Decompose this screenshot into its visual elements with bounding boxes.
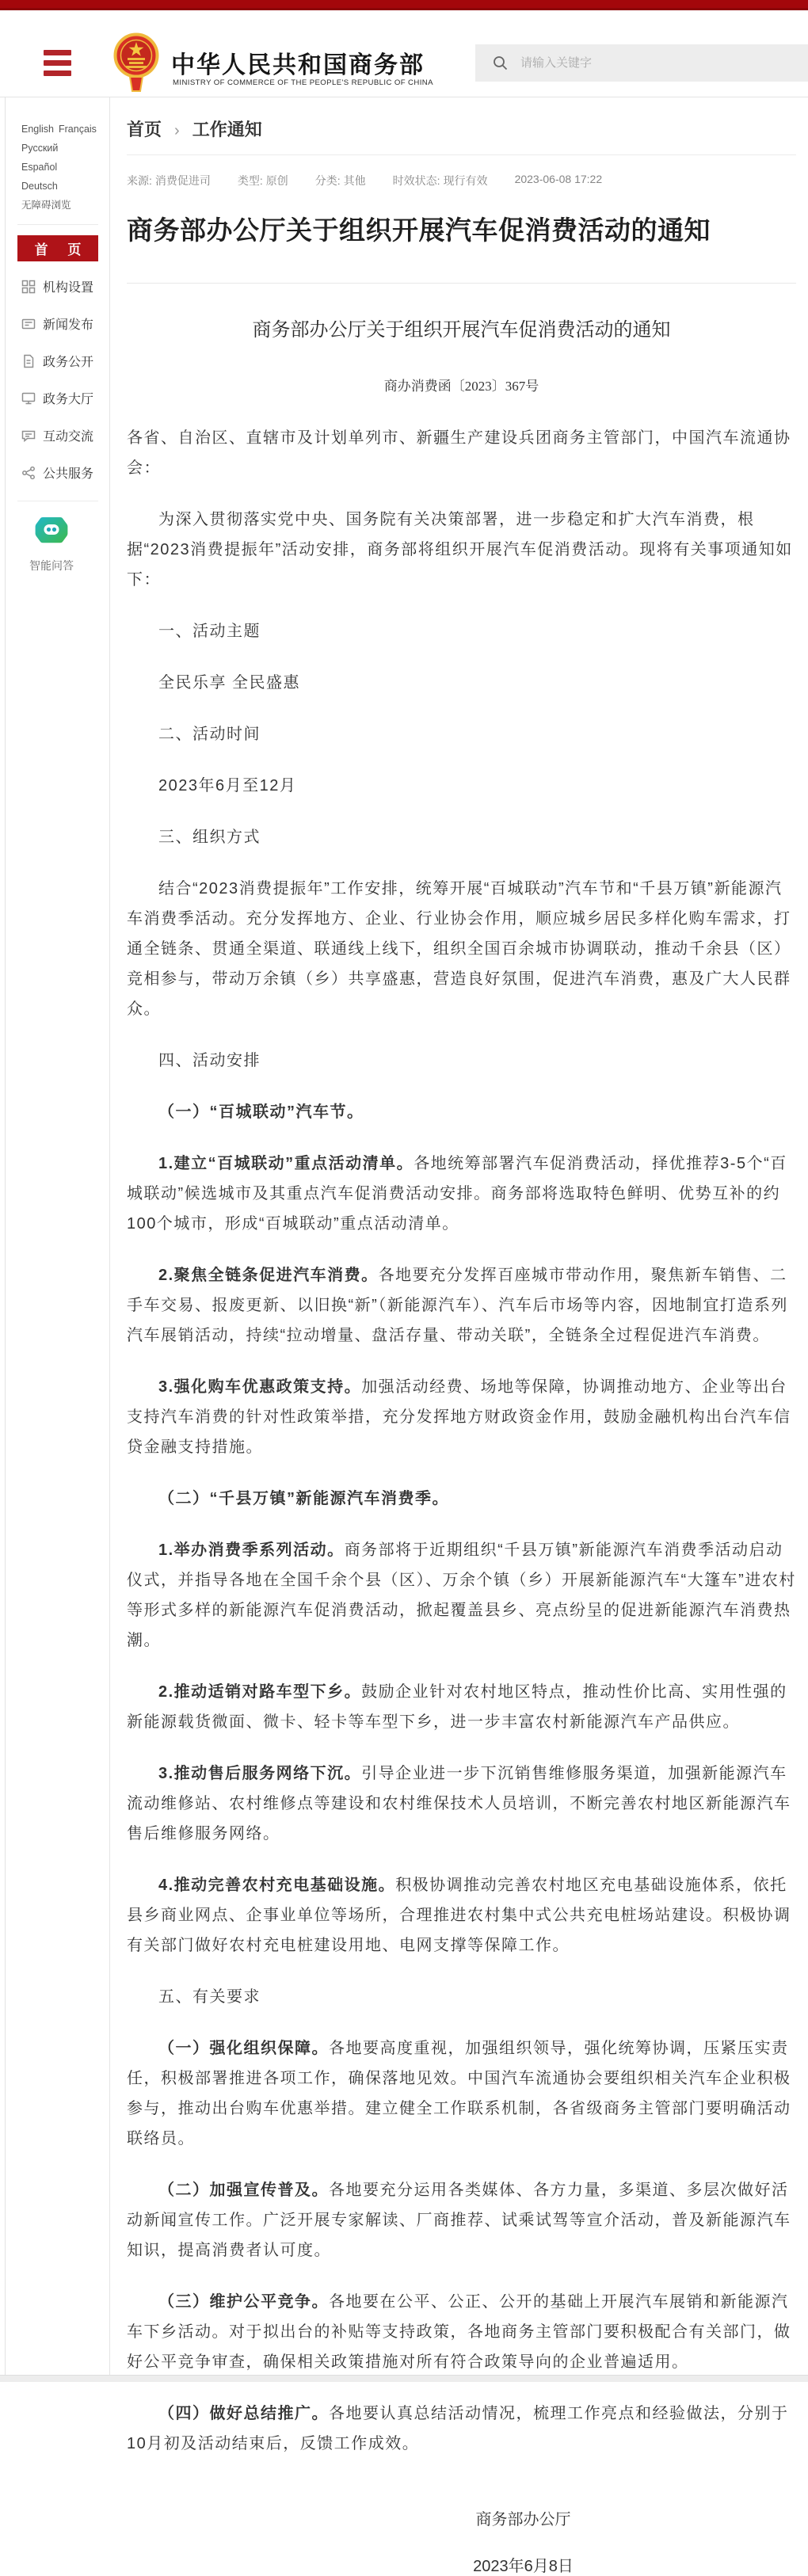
paragraph-lead: （二）“千县万镇”新能源汽车消费季。: [158, 1489, 449, 1507]
sidebar: [6, 97, 110, 2376]
language-link[interactable]: Español: [21, 162, 58, 173]
article-paragraph: [127, 719, 796, 749]
site-header: [0, 10, 808, 97]
robot-icon: [35, 534, 68, 547]
chevron-right-icon: ›: [174, 122, 180, 139]
smart-qa-label: 智能问答: [29, 559, 74, 572]
paragraph-text: 各地要高度重视，加强组织领导，强化统筹协调，压紧压实责任，积极部署推进各项工作，确保落地见效。中国汽车流通协会要组织相关汽车企业积极参与，推动出台购车优惠举措。建立健全工作联系机制，各省级商务主管部门要明确活动联络员。: [127, 2039, 791, 2147]
grid-icon: [21, 280, 36, 294]
article-paragraph: [127, 1260, 796, 1351]
article-paragraph: [127, 505, 796, 595]
sidebar-item-label: 政务公开: [43, 356, 94, 369]
paragraph-text: 结合“2023消费提振年”工作安排，统筹开展“百城联动”汽车节和“千县万镇”新能源汽车消费季活动。充分发挥地方、企业、行业协会作用，顺应城乡居民多样化购车需求，打通全链条、贯通全渠道、联通线上线下，组织全国百余城市协调联动，推动千余县（区）竞相参与，带动万余镇（乡）共享盛惠，营造良好氛围，促进汽车消费，惠及广大人民群众。: [127, 879, 791, 1018]
national-emblem-logo[interactable]: [113, 32, 159, 94]
paragraph-text: 为深入贯彻落实党中央、国务院有关决策部署，进一步稳定和扩大汽车消费，根据“2023消费提振年”活动安排，商务部将组织开展汽车促消费活动。现将有关事项通知如下：: [127, 510, 793, 589]
site-subtitle: MINISTRY OF COMMERCE OF THE PEOPLE'S REPUBLIC OF CHINA: [173, 78, 433, 87]
sidebar-item-label: 政务大厅: [43, 393, 94, 406]
main-content: [127, 97, 796, 2576]
paragraph-text: 鼓励企业针对农村地区特点，推动性价比高、实用性强的新能源载货微面、微卡、轻卡等车型下乡，进一步丰富农村新能源汽车产品供应。: [127, 1682, 787, 1731]
paragraph-lead: （一）“百城联动”汽车节。: [158, 1103, 364, 1121]
sidebar-menu-item[interactable]: [21, 417, 109, 454]
search-input[interactable]: [519, 55, 791, 70]
chat-icon: [21, 429, 36, 443]
news-icon: [21, 317, 36, 331]
sidebar-divider: [17, 224, 98, 225]
language-switcher: [21, 120, 102, 215]
meta-source: 来源: 消费促进司: [127, 174, 211, 187]
breadcrumb-home-link[interactable]: 首页: [127, 120, 162, 139]
language-link[interactable]: Deutsch: [21, 181, 58, 192]
signature: 商务部办公厅: [475, 2510, 571, 2528]
article-meta: [127, 173, 796, 189]
sidebar-item-home[interactable]: 首 页: [17, 235, 98, 261]
signature-date: 2023年6月8日: [473, 2557, 574, 2575]
document-title: 商务部办公厅关于组织开展汽车促消费活动的通知: [252, 319, 671, 341]
article-paragraph: [127, 2033, 796, 2154]
article-paragraph: [127, 1097, 796, 1127]
paragraph-text: 引导企业进一步下沉销售维修服务渠道，加强新能源汽车流动维修站、农村维修点等建设和农村维保技术人员培训，不断完善农村地区新能源汽车售后维修服务网络。: [127, 1764, 791, 1842]
breadcrumb-current-link[interactable]: 工作通知: [192, 120, 262, 139]
article-paragraph: [127, 668, 796, 698]
paragraph-lead: 3.强化购车优惠政策支持。: [158, 1378, 362, 1396]
paragraph-text: 各地统筹部署汽车促消费活动，择优推荐3-5个“百城联动”候选城市及其重点汽车促消费活动安排。商务部将选取特色鲜明、优势互补的约100个城市，形成“百城联动”重点活动清单。: [127, 1154, 787, 1233]
article-paragraph: [127, 423, 796, 483]
sidebar-item-label: 公共服务: [43, 467, 94, 481]
paragraph-text: 二、活动时间: [158, 725, 261, 743]
breadcrumb-divider: [127, 154, 796, 155]
site-title: 中华人民共和国商务部: [171, 52, 425, 78]
network-icon: [21, 466, 36, 480]
paragraph-lead: 1.建立“百城联动”重点活动清单。: [158, 1154, 414, 1172]
paragraph-lead: 3.推动售后服务网络下沉。: [158, 1764, 362, 1782]
meta-category: 分类: 其他: [314, 174, 366, 187]
sidebar-menu-item[interactable]: [21, 342, 109, 379]
article-paragraph: [127, 2175, 796, 2265]
paragraph-text: 各地要在公平、公正、公开的基础上开展汽车展销和新能源汽车下乡活动。对于拟出台的补贴等支持政策，各地商务主管部门要积极配合有关部门，做好公平竞争审查，确保相关政策措施对所有符合政策导向的企业普遍适用。: [127, 2292, 791, 2371]
title-divider: [127, 283, 796, 284]
paragraph-lead: （二）加强宣传普及。: [158, 2181, 329, 2199]
meta-timestamp: 2023-06-08 17:22: [514, 173, 603, 185]
article-paragraph: [127, 2287, 796, 2377]
language-link[interactable]: Русский: [21, 143, 59, 154]
paragraph-text: 三、组织方式: [158, 828, 261, 846]
paragraph-lead: 4.推动完善农村充电基础设施。: [158, 1876, 396, 1894]
article-paragraph: [127, 1677, 796, 1737]
language-link[interactable]: Français: [59, 124, 97, 135]
article-body: [127, 423, 796, 2459]
search-bar[interactable]: [475, 44, 808, 82]
meta-validity: 时效状态: 现行有效: [392, 174, 488, 187]
sidebar-item-label: 新闻发布: [43, 318, 94, 332]
paragraph-lead: 2.推动适销对路车型下乡。: [158, 1682, 362, 1701]
sidebar-menu-item[interactable]: [21, 379, 109, 417]
document-number: 商办消费函〔2023〕367号: [383, 378, 539, 394]
article-paragraph: [127, 1759, 796, 1849]
article-paragraph: [127, 1046, 796, 1076]
footer-edge: [0, 2375, 808, 2382]
top-red-bar: [0, 0, 808, 10]
paragraph-text: 商务部将于近期组织“千县万镇”新能源汽车消费季活动启动仪式，并指导各地在全国千余个县（区）、万余个镇（乡）开展新能源汽车“大篷车”进农村等形式多样的新能源汽车促消费活动，掀起覆盖县乡、亮点纷呈的促进新能源汽车消费热潮。: [127, 1541, 796, 1649]
paragraph-text: 各地要认真总结活动情况，梳理工作亮点和经验做法，分别于10月初及活动结束后，反馈工作成效。: [127, 2404, 789, 2452]
sidebar-menu: [21, 268, 109, 491]
sidebar-menu-item[interactable]: [21, 305, 109, 342]
paragraph-lead: （三）维护公平竞争。: [158, 2292, 329, 2311]
article-paragraph: [127, 874, 796, 1024]
sidebar-menu-item[interactable]: [21, 268, 109, 305]
meta-type: 类型: 原创: [237, 174, 288, 187]
paragraph-lead: 1.举办消费季系列活动。: [158, 1541, 345, 1559]
sidebar-menu-item[interactable]: [21, 454, 109, 491]
sidebar-item-label: 机构设置: [43, 281, 94, 295]
paragraph-text: 各地要充分发挥百座城市带动作用，聚焦新车销售、二手车交易、报废更新、以旧换“新”（新能源汽车）、汽车后市场等内容，因地制宜打造系列汽车展销活动，持续“拉动增量、盘活存量、带动关联”，全链条全过程促进汽车消费。: [127, 1266, 788, 1344]
article-paragraph: [127, 822, 796, 852]
paragraph-text: 2023年6月至12月: [158, 776, 297, 795]
article-paragraph: [127, 1372, 796, 1462]
paragraph-lead: （四）做好总结推广。: [158, 2404, 329, 2422]
article-paragraph: [127, 771, 796, 801]
article-paragraph: [127, 1982, 796, 2012]
article-paragraph: [127, 1484, 796, 1514]
hamburger-menu-icon[interactable]: [44, 50, 71, 76]
article-paragraph: [127, 1870, 796, 1961]
paragraph-text: 加强活动经费、场地等保障，协调推动地方、企业等出台支持汽车消费的针对性政策举措，充分发挥地方财政资金作用，鼓励金融机构出台汽车信贷金融支持措施。: [127, 1378, 791, 1456]
search-icon[interactable]: [493, 55, 508, 70]
paragraph-lead: 2.聚焦全链条促进汽车消费。: [158, 1266, 379, 1284]
paragraph-text: 全民乐享 全民盛惠: [158, 673, 301, 692]
article-paragraph: [127, 616, 796, 646]
doc-icon: [21, 354, 36, 368]
paragraph-text: 各地要充分运用各类媒体、各方力量，多渠道、多层次做好活动新闻宣传工作。广泛开展专家解读、厂商推荐、试乘试驾等宣介活动，普及新能源汽车知识，提高消费者认可度。: [127, 2181, 791, 2259]
paragraph-lead: （一）强化组织保障。: [158, 2039, 329, 2057]
language-link[interactable]: English: [21, 124, 54, 135]
sidebar-item-smart-qa[interactable]: [6, 516, 97, 574]
paragraph-text: 积极协调推动完善农村地区充电基础设施体系，依托县乡商业网点、企事业单位等场所，合理推进农村集中式公共充电桩场站建设。积极协调有关部门做好农村充电桩建设用地、电网支撑等保障工作。: [127, 1876, 791, 1954]
page-title: 商务部办公厅关于组织开展汽车促消费活动的通知: [127, 215, 711, 245]
sidebar-item-label: 互动交流: [43, 430, 94, 444]
paragraph-text: 各省、自治区、直辖市及计划单列市、新疆生产建设兵团商务主管部门，中国汽车流通协会：: [127, 429, 791, 477]
paragraph-text: 一、活动主题: [158, 622, 261, 640]
article-paragraph: [127, 2399, 796, 2459]
article-paragraph: [127, 1149, 796, 1239]
paragraph-text: 四、活动安排: [158, 1051, 261, 1069]
accessibility-link[interactable]: 无障碍浏览: [21, 200, 71, 211]
paragraph-text: 五、有关要求: [158, 1987, 261, 2006]
breadcrumb: [127, 97, 796, 141]
article-paragraph: [127, 1535, 796, 1656]
monitor-icon: [21, 391, 36, 406]
